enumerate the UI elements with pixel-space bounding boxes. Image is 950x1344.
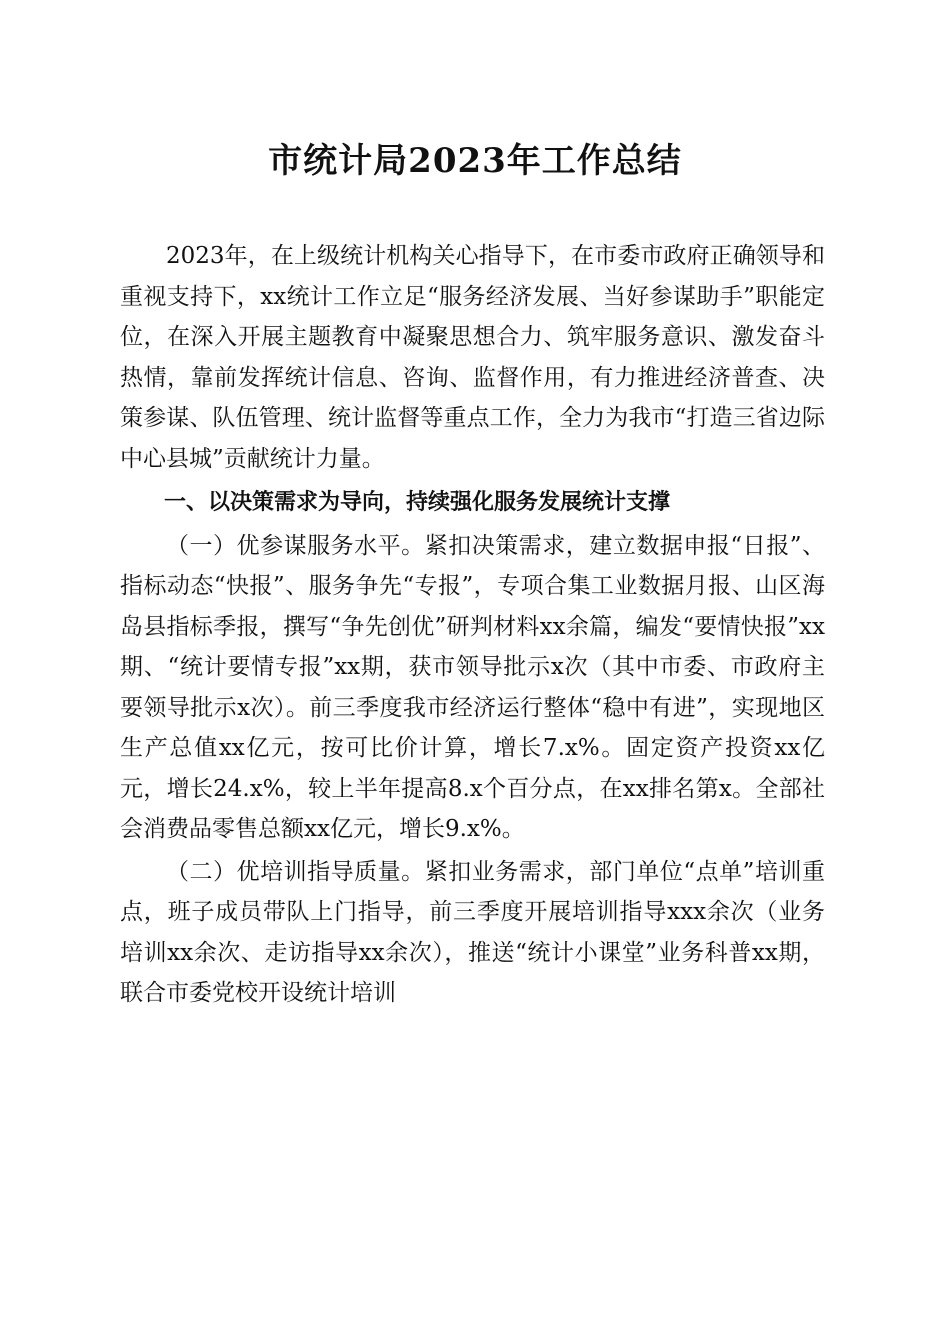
document-body xyxy=(120,236,825,1014)
item-2-text: 紧扣业务需求，部门单位“点单”培训重点，班子成员带队上门指导，前三季度开展培训指导xxx余次（业务培训xx余次、走访指导xx余次），推送“统计小课堂”业务科普xx期，联合市委党校开设统计培训 xyxy=(120,858,825,1006)
paragraph-item-2 xyxy=(120,852,825,1014)
document-title: 市统计局2023年工作总结 xyxy=(268,141,682,181)
item-1-text: 紧扣决策需求，建立数据申报“日报”、指标动态“快报”、服务争先“专报”，专项合集工业数据月报、山区海岛县指标季报，撰写“争先创优”研判材料xx余篇，编发“要情快报”xx期、“统计要情专报”xx期，获市领导批示x次（其中市委、市政府主要领导批示x次）。前三季度我市经济运行整体“稳中有进”，实现地区生产总值xx亿元，按可比价计算，增长7.x%。固定资产投资xx亿元，增长24.x%，较上半年提高8.x个百分点，在xx排名第x。全部社会消费品零售总额xx亿元，增长9.x%。 xyxy=(120,532,825,842)
section-heading: 一、以决策需求为导向，持续强化服务发展统计支撑 xyxy=(164,490,671,515)
paragraph-item-1 xyxy=(120,526,825,850)
item-1-lead: （一）优参谋服务水平。 xyxy=(166,532,425,559)
intro-paragraph: 2023年，在上级统计机构关心指导下，在市委市政府正确领导和重视支持下，xx统计工作立足“服务经济发展、当好参谋助手”职能定位，在深入开展主题教育中凝聚思想合力、筑牢服务意识、激发奋斗热情，靠前发挥统计信息、咨询、监督作用，有力推进经济普查、决策参谋、队伍管理、统计监督等重点工作，全力为我市“打造三省边际中心县城”贡献统计力量。 xyxy=(120,243,825,472)
item-2-lead: （二）优培训指导质量。 xyxy=(166,858,425,885)
